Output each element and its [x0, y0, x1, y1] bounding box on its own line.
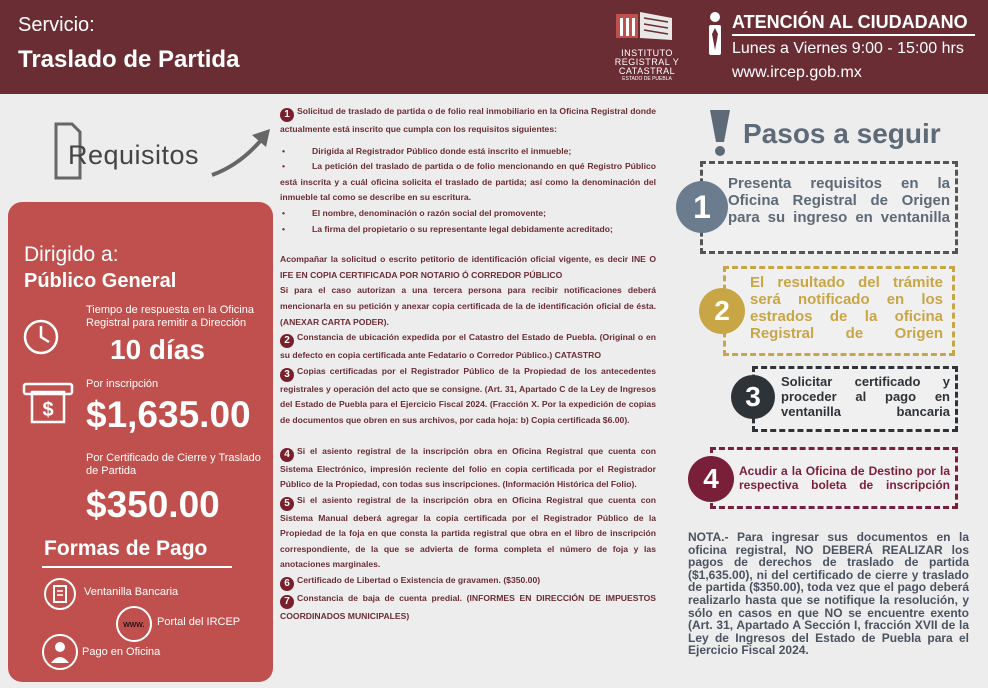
pago-ventanilla: Ventanilla Bancaria [84, 586, 179, 598]
requirement-5: 5 Si el asiento registral de la inscripción obra en Oficina Registral que cuenta con Sistema Manual deberá agregar la copia certificada por el Registrador Público de la Propiedad de la foja en que consta la partida registral que obra en el libro de inscripción correspondiente, de la que se advierta de forma completa el número de foja y las anotaciones marginales. [280, 494, 656, 570]
svg-text:$: $ [42, 399, 54, 421]
certificado-label: Por Certificado de Cierre y Traslado de Partida [86, 452, 261, 477]
bullet-item: • Dirigida al Registrador Público donde está inscrito el inmueble; [282, 145, 572, 156]
requirement-3: 3 Copias certificadas por el Registrador Público de la Propiedad de los antecedentes registrales y operación del acto que se consigne. (Art. 31, Apartado C de la Ley de Ingresos del Estado de Puebla para el Ejercicio Fiscal 2024. (Fracción X. Por la expedición de copias de documentos que obren en sus archivos, por cada hoja: b) Copia certificada $6.00). [280, 365, 656, 425]
pago-portal: Portal del IRCEP [157, 616, 241, 628]
arrow-right-icon [210, 125, 276, 181]
number-badge: 1 [280, 108, 294, 122]
office-hours: Lunes a Viernes 9:00 - 15:00 hrs [732, 40, 964, 57]
page-title: Traslado de Partida [18, 46, 240, 73]
step-3-text: Solicitar certificado y proceder al pago en ventanilla bancaria [781, 374, 950, 419]
building-icon [612, 8, 676, 44]
number-badge: 7 [280, 595, 294, 609]
step-4-number: 4 [688, 456, 734, 502]
bullet-item: • La firma del propietario o su representante legal debidamente acreditado; [282, 223, 613, 234]
pago-oficina: Pago en Oficina [82, 646, 161, 658]
requirement-6: 6 Certificado de Libertad o Existencia de gravamen. ($350.00) [280, 573, 656, 591]
number-badge: 6 [280, 577, 294, 591]
inscripcion-label: Por inscripción [86, 378, 159, 390]
warning-icon [700, 108, 740, 158]
web-portal-icon: www. [116, 606, 152, 642]
logo-line-3: CATASTRAL [618, 66, 676, 76]
pasos-title: Pasos a seguir [743, 118, 941, 149]
step-4-text: Acudir a la Oficina de Destino por la respectiva boleta de inscripción [739, 464, 950, 492]
requirement-7: 7 Constancia de baja de cuenta predial. (INFORMES EN DIRECCIÓN DE IMPUESTOS COORDINADOS MUNICIPALES) [280, 593, 656, 622]
bullet-item: • El nombre, denominación o razón social del promovente; [282, 207, 546, 218]
logo-subtitle: ESTADO DE PUEBLA [622, 76, 672, 82]
number-badge: 3 [280, 368, 294, 382]
number-badge: 4 [280, 448, 294, 462]
bank-window-icon [44, 578, 76, 610]
service-label: Servicio: [18, 14, 95, 36]
info-person-icon [703, 12, 727, 58]
inscripcion-value: $1,635.00 [86, 394, 251, 435]
requirements-list [280, 104, 656, 625]
number-badge: 2 [280, 334, 294, 348]
clock-icon [22, 312, 60, 362]
person-office-icon [42, 634, 78, 670]
header-bar [0, 0, 988, 94]
publico-label: Público General [24, 270, 177, 292]
dirigido-label: Dirigido a: [24, 243, 119, 266]
attention-title: ATENCIÓN AL CIUDADANO [732, 12, 968, 32]
requirement-1-tercera: Si para el caso autorizan a una tercera persona para recibir notificaciones deberá mencionarla en su petición y anexar copia certificada de la de identificación oficial de ésta. (ANEXAR CARTA PODER). [280, 285, 656, 327]
step-1-number: 1 [676, 181, 728, 233]
requisitos-label: Requisitos [68, 140, 200, 170]
step-2-number: 2 [699, 288, 745, 334]
divider [42, 566, 232, 568]
step-3-number: 3 [731, 375, 775, 419]
certificado-value: $350.00 [86, 484, 220, 525]
tiempo-value: 10 días [110, 334, 205, 365]
requirement-1-ine: Acompañar la solicitud o escrito petitorio de identificación oficial vigente, es decir INE O IFE EN COPIA CERTIFICADA POR NOTARIO Ó CORREDOR PÚBLICO [280, 254, 656, 280]
bullet-item: • La petición del traslado de partida o de folio mencionando en qué Registro Público está inscrita y a cuál oficina solicita el traslado de partida; así como la denominación del inmueble tal como se describe en su escritura. [280, 161, 656, 203]
tiempo-label: Tiempo de respuesta en la Oficina Registral para remitir a Dirección [86, 304, 254, 329]
number-badge: 5 [280, 497, 294, 511]
requirement-1: 1 Solicitud de traslado de partida o de folio real inmobiliario en la Oficina Registral donde actualmente está inscrito que cumpla con los requisitos siguientes: [280, 106, 656, 134]
website-link[interactable]: www.ircep.gob.mx [732, 64, 862, 81]
step-2-text: El resultado del trámite será notificado en los estrados de la oficina Registral de Origen [750, 274, 943, 342]
step-1-text: Presenta requisitos en la Oficina Registral de Origen para su ingreso en ventanilla [728, 175, 950, 226]
ircep-logo [612, 8, 682, 88]
requirement-2: 2 Constancia de ubicación expedida por el Catastro del Estado de Puebla. (Original o en su defecto en copia certificada ante Fedatario o Corredor Público.) CATASTRO [280, 332, 656, 361]
atm-icon [22, 380, 74, 426]
requirement-4: 4 Si el asiento registral de la inscripción obra en Oficina Registral que cuenta con Sistema Electrónico, impresión reciente del folio en copia certificada por el Registrador Público de la Propiedad, con todas sus inscripciones. (Información Histórica del Folio). [280, 445, 656, 490]
divider [732, 34, 975, 36]
formas-pago-title: Formas de Pago [44, 537, 208, 560]
nota-text: NOTA.- Para ingresar sus documentos en la oficina registral, NO DEBERÁ REALIZAR los pagos de derechos de traslado de partida ($1,635.00), ni del certificado de cierre y traslado de partida ($350.00), toda vez que el pago deberá realizarlo hasta que se notifique la resolución, y sólo en casos en que NO se encuentre exento (Art. 31, Apartado A Sección I, fracción XVII de la Ley de Ingresos del Estado de Puebla para el Ejercicio Fiscal 2024. [688, 530, 969, 658]
logo-line-2: REGISTRAL Y [614, 57, 680, 67]
logo-line-1: INSTITUTO [621, 48, 673, 58]
